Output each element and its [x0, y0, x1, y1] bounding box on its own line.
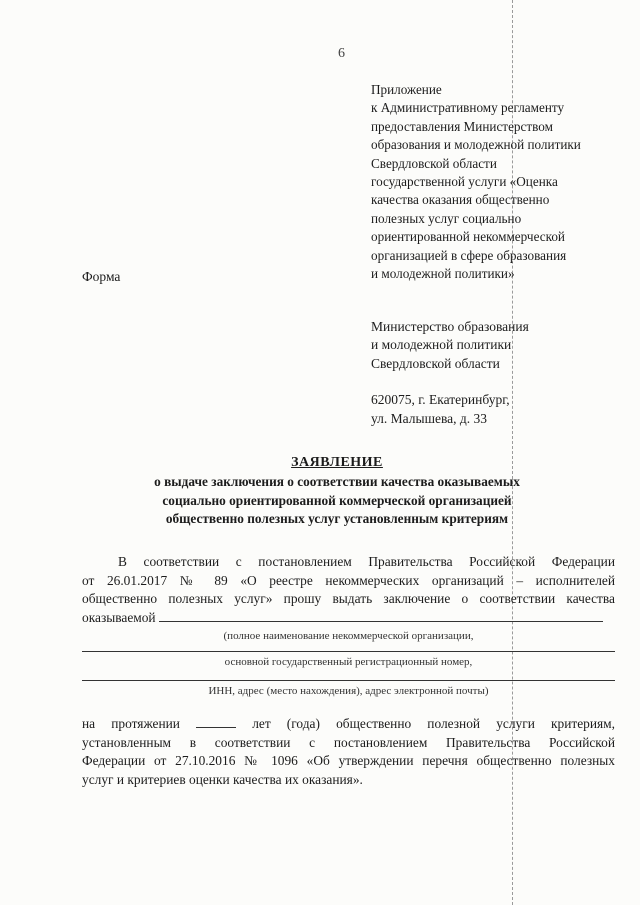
- recipient-line: Министерство образования: [371, 319, 529, 334]
- request-paragraph: [82, 553, 615, 627]
- appendix-line: Свердловской области: [371, 155, 497, 171]
- appendix-line: и молодежной политики»: [371, 266, 515, 282]
- caption-ogrn: основной государственный регистрационный номер,: [224, 656, 473, 668]
- address-line: 620075, г. Екатеринбург,: [371, 392, 510, 408]
- ogrn-field[interactable]: [82, 651, 615, 652]
- paragraph-line: В соответствии с постановлением Правительства Российской Федерации: [118, 554, 615, 569]
- appendix-line: полезных услуг социально: [371, 210, 522, 226]
- paragraph-line: услуг и критериев оценки качества их оказания».: [82, 771, 363, 787]
- appendix-line: качества оказания общественно: [371, 192, 550, 208]
- recipient-block: [371, 318, 621, 428]
- title-subline: социально ориентированной коммерческой организацией: [162, 492, 512, 508]
- paragraph-line: общественно полезных услуг» прошу выдать заключение о соответствии качества: [82, 591, 615, 607]
- years-field[interactable]: [196, 715, 236, 728]
- appendix-line: Приложение: [371, 82, 442, 97]
- appendix-note: [371, 81, 626, 283]
- address-line: ул. Малышева, д. 33: [371, 410, 488, 426]
- paragraph-text: лет (года) общественно полезной услуги критериям,: [252, 716, 615, 731]
- criteria-paragraph: [82, 715, 615, 789]
- paragraph-line: [82, 715, 615, 734]
- title-subline: о выдаче заключения о соответствии качества оказываемых: [154, 474, 520, 489]
- paragraph-line: Федерации от 27.10.2016 № 1096 «Об утверждении перечня общественно полезных: [82, 753, 615, 769]
- title-main: ЗАЯВЛЕНИЕ: [291, 455, 383, 470]
- appendix-line: образования и молодежной политики: [371, 137, 581, 153]
- appendix-line: организацией в сфере образования: [371, 247, 567, 263]
- appendix-line: предоставления Министерством: [371, 118, 553, 134]
- title-subline: общественно полезных услуг установленным критериям: [165, 511, 509, 526]
- appendix-line: государственной услуги «Оценка: [371, 174, 558, 190]
- paragraph-line: установленным в соответствии с постановлением Правительства Российской: [82, 734, 615, 750]
- appendix-line: ориентированной некоммерческой: [371, 229, 565, 245]
- caption-address: ИНН, адрес (место нахождения), адрес электронной почты): [208, 685, 489, 697]
- recipient-line: Свердловской области: [371, 355, 500, 371]
- appendix-line: к Административному регламенту: [371, 100, 565, 116]
- paragraph-line: от 26.01.2017 № 89 «О реестре некоммерческих организаций – исполнителей: [82, 572, 615, 588]
- address-field[interactable]: [82, 680, 615, 681]
- page-number: 6: [338, 46, 345, 61]
- caption-organization: (полное наименование некоммерческой организации,: [223, 630, 474, 642]
- paragraph-line-end: оказываемой: [82, 609, 156, 625]
- recipient-address: [371, 391, 621, 428]
- document-title: [90, 453, 584, 529]
- recipient-line: и молодежной политики: [371, 337, 512, 353]
- form-label: Форма: [82, 269, 121, 284]
- paragraph-text: на протяжении: [82, 716, 180, 731]
- organization-name-field[interactable]: [159, 609, 603, 622]
